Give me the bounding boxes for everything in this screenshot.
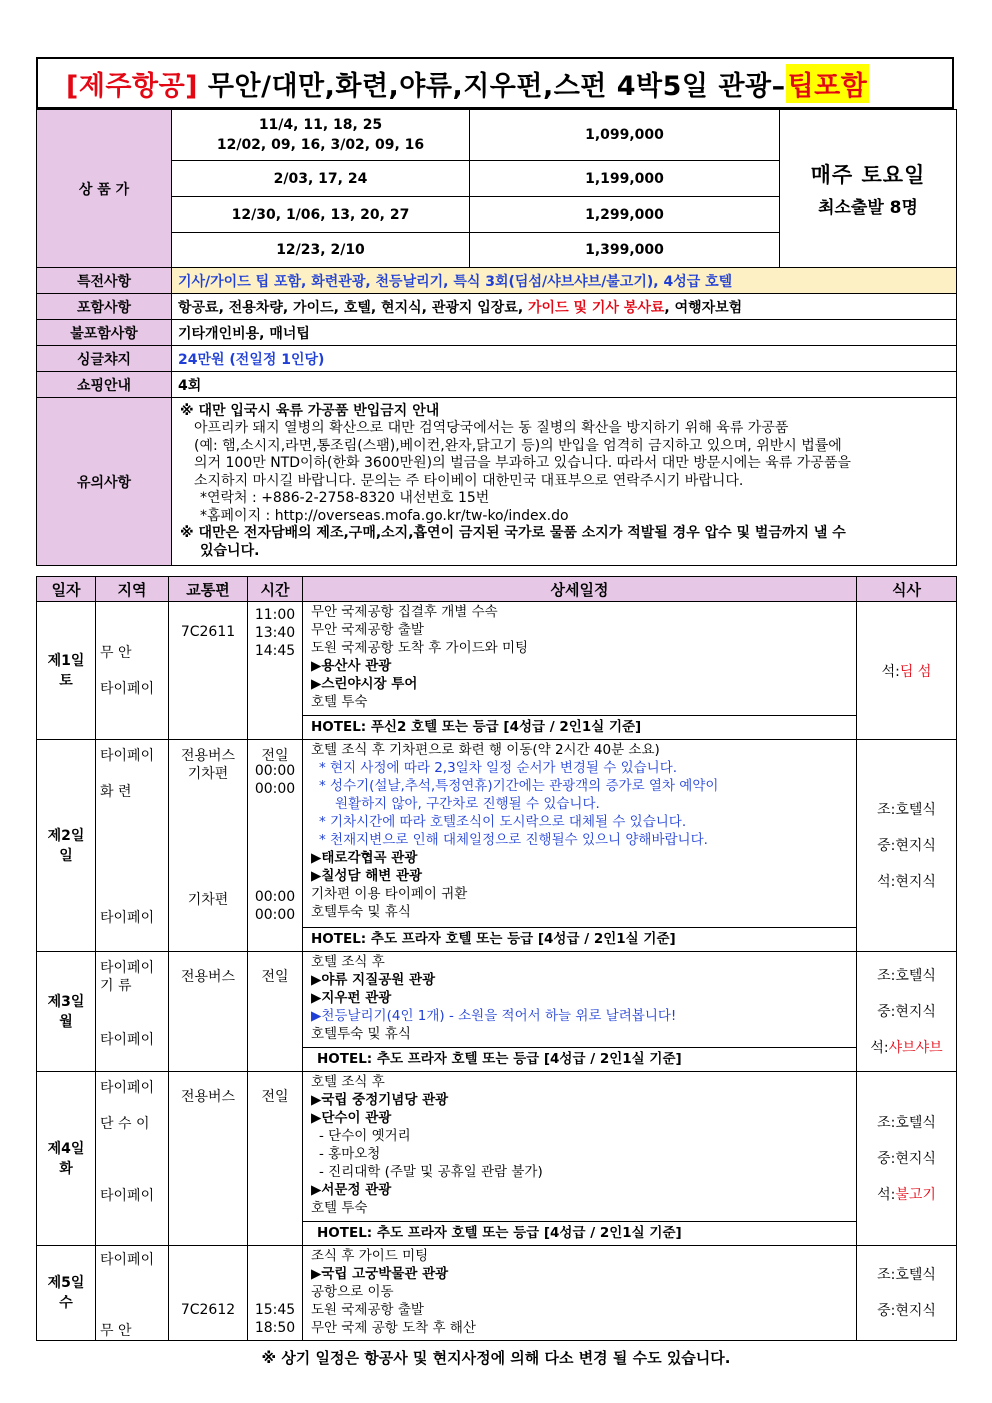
time-cell: 전일 [248, 952, 303, 1072]
time-cell: 15:45 18:50 [248, 1246, 303, 1341]
meal-cell: 조:호텔식 중:현지식 [857, 1246, 957, 1341]
meal-cell: 석:딤 섬 [857, 602, 957, 740]
included-value: 항공료, 전용차량, 가이드, 호텔, 현지식, 관광지 입장료, 가이드 및 기사 봉사료, 여행자보험 [172, 294, 957, 320]
region-cell: 타이페이 기 류 타이페이 [96, 952, 169, 1072]
region-cell: 타이페이 무 안 [96, 1246, 169, 1341]
time-cell: 전일 [248, 1072, 303, 1246]
header-details: 상세일정 [303, 577, 857, 602]
hotel-line: HOTEL: 추도 프라자 호텔 또는 등급 [4성급 / 2인1실 기준] [303, 1221, 856, 1244]
header-transport: 교통편 [169, 577, 248, 602]
region-cell: 타이페이 단 수 이 타이페이 [96, 1072, 169, 1246]
time-cell: 11:00 13:40 14:45 [248, 602, 303, 740]
itinerary-row-day4 [37, 1072, 957, 1246]
shopping-label: 쇼핑안내 [37, 372, 172, 398]
single-label: 싱글챠지 [37, 346, 172, 372]
transport-cell: 7C2612 [169, 1246, 248, 1341]
shopping-value: 4회 [172, 372, 957, 398]
itinerary-row-day1 [37, 602, 957, 740]
airline-label: [제주항공] [66, 70, 199, 102]
details-cell: 무안 국제공항 집결후 개별 수속 무안 국제공항 출발 도원 국제공항 도착 후 가이드와 미팅 ▶용산사 관광 ▶스린야시장 투어 호텔 투숙 HOTEL: 푸신2 호텔 또는 등급 [4성급 / 2인1실 기준] [303, 602, 857, 740]
itinerary-table [36, 576, 957, 1341]
notes-label: 유의사항 [37, 398, 172, 566]
region-cell: 타이페이 화 련 타이페이 [96, 740, 169, 952]
price-dates-2: 2/03, 17, 24 [172, 161, 470, 197]
product-info-table [36, 109, 957, 566]
special-label: 특전사항 [37, 268, 172, 294]
meal-cell: 조:호텔식 중:현지식 석:현지식 [857, 740, 957, 952]
details-cell: 호텔 조식 후 ▶국립 중정기념당 관광 ▶단수이 관광 - 단수이 옛거리 - 홍마오청 - 진리대학 (주말 및 공휴일 관람 불가) ▶서문정 관광 호텔 투숙 HOTEL: 추도 프라자 호텔 또는 등급 [4성급 / 2인1실 기준] [303, 1072, 857, 1246]
price-dates-3: 12/30, 1/06, 13, 20, 27 [172, 197, 470, 233]
day-cell: 제4일 화 [37, 1072, 96, 1246]
time-cell: 전일 00:00 00:00 00:00 00:00 [248, 740, 303, 952]
details-cell: 조식 후 가이드 미팅 ▶국립 고궁박물관 관광 공항으로 이동 도원 국제공항 출발 무안 국제 공항 도착 후 해산 [303, 1246, 857, 1341]
region-cell: 무 안 타이페이 [96, 602, 169, 740]
itinerary-row-day5 [37, 1246, 957, 1341]
price-value-3: 1,299,000 [470, 197, 780, 233]
price-dates-4: 12/23, 2/10 [172, 233, 470, 268]
transport-cell: 전용버스 [169, 1072, 248, 1246]
included-label: 포함사항 [37, 294, 172, 320]
day-cell: 제5일 수 [37, 1246, 96, 1341]
price-label: 상 품 가 [37, 110, 172, 268]
tip-badge: 팁포함 [786, 64, 870, 103]
header-meals: 식사 [857, 577, 957, 602]
excluded-label: 불포함사항 [37, 320, 172, 346]
page-title [36, 57, 954, 109]
price-value-2: 1,199,000 [470, 161, 780, 197]
notes-body: ※ 대만 입국시 육류 가공품 반입금지 안내 아프리카 돼지 열병의 확산으로 대만 검역당국에서는 동 질병의 확산을 방지하기 위해 육류 가공품 (예: 햄,소시지,라면,통조림(스팸),베이컨,완자,닭고기 등)의 반입을 엄격히 금지하고 있으며, 위반시 법률에 의거 100만 NTD이하(한화 3600만원)의 벌금을 부과하고 있습니다. 따라서 대만 방문시에는 육류 가공품을 소지하지 마시길 바랍니다. 문의는 주 타이베이 대한민국 대표부으로 연락주시기 바랍니다. *연락처 : +886-2-2758-8320 내선번호 15번 *홈페이지 : http://overseas.mofa.go.kr/tw-ko/index.do ※ 대만은 전자담배의 제조,구매,소지,흡연이 금지된 국가로 물품 소지가 적발될 경우 압수 및 벌금까지 낼 수 있습니다. [172, 398, 957, 566]
price-value-1: 1,099,000 [470, 110, 780, 161]
departure-info: 매주 토요일 최소출발 8명 [780, 110, 957, 268]
header-time: 시간 [248, 577, 303, 602]
header-day: 일자 [37, 577, 96, 602]
details-cell: 호텔 조식 후 ▶야류 지질공원 관광 ▶지우펀 관광 ▶천등날리기(4인 1개) - 소원을 적어서 하늘 위로 날려봅니다! 호텔투숙 및 휴식 HOTEL: 추도 프라자 호텔 또는 등급 [4성급 / 2인1실 기준] [303, 952, 857, 1072]
header-region: 지역 [96, 577, 169, 602]
excluded-value: 기타개인비용, 매너팁 [172, 320, 957, 346]
day-cell: 제1일 토 [37, 602, 96, 740]
itinerary-row-day2 [37, 740, 957, 952]
single-value: 24만원 (전일정 1인당) [172, 346, 957, 372]
meal-cell: 조:호텔식 중:현지식 석:불고기 [857, 1072, 957, 1246]
meal-cell: 조:호텔식 중:현지식 석:샤브샤브 [857, 952, 957, 1072]
details-cell: 호텔 조식 후 기차편으로 화련 행 이동(약 2시간 40분 소요) * 현지 사정에 따라 2,3일차 일정 순서가 변경될 수 있습니다. * 성수기(설날,추석,특정연휴)기간에는 관광객의 증가로 열차 예약이 원활하지 않아, 구간차로 진행될 수 있습니다. * 기차시간에 따라 호텔조식이 도시락으로 대체될 수 있습니다. * 천재지변으로 인해 대체일정으로 진행될수 있으니 양해바랍니다. ▶태로각협곡 관광 ▶칠성담 해변 관광 기차편 이용 타이페이 귀환 호텔투숙 및 휴식 HOTEL: 추도 프라자 호텔 또는 등급 [4성급 / 2인1실 기준] [303, 740, 857, 952]
hotel-line: HOTEL: 추도 프라자 호텔 또는 등급 [4성급 / 2인1실 기준] [303, 1047, 856, 1070]
price-dates-1: 11/4, 11, 18, 25 12/02, 09, 16, 3/02, 09, 16 [172, 110, 470, 161]
special-value: 기사/가이드 팁 포함, 화련관광, 천등날리기, 특식 3회(딤섬/샤브샤브/불고기), 4성급 호텔 [172, 268, 957, 294]
route-label: 무안/대만,화련,야류,지우펀,스펀 4박5일 관광– [207, 70, 786, 102]
footer-note: ※ 상기 일정은 항공사 및 현지사정에 의해 다소 변경 될 수도 있습니다. [261, 1349, 731, 1367]
transport-cell: 7C2611 [169, 602, 248, 740]
day-cell: 제3일 월 [37, 952, 96, 1072]
transport-cell: 전용버스 [169, 952, 248, 1072]
transport-cell: 전용버스 기차편 기차편 [169, 740, 248, 952]
hotel-line: HOTEL: 푸신2 호텔 또는 등급 [4성급 / 2인1실 기준] [303, 715, 856, 738]
day-cell: 제2일 일 [37, 740, 96, 952]
itinerary-row-day3 [37, 952, 957, 1072]
hotel-line: HOTEL: 추도 프라자 호텔 또는 등급 [4성급 / 2인1실 기준] [303, 927, 856, 950]
price-value-4: 1,399,000 [470, 233, 780, 268]
